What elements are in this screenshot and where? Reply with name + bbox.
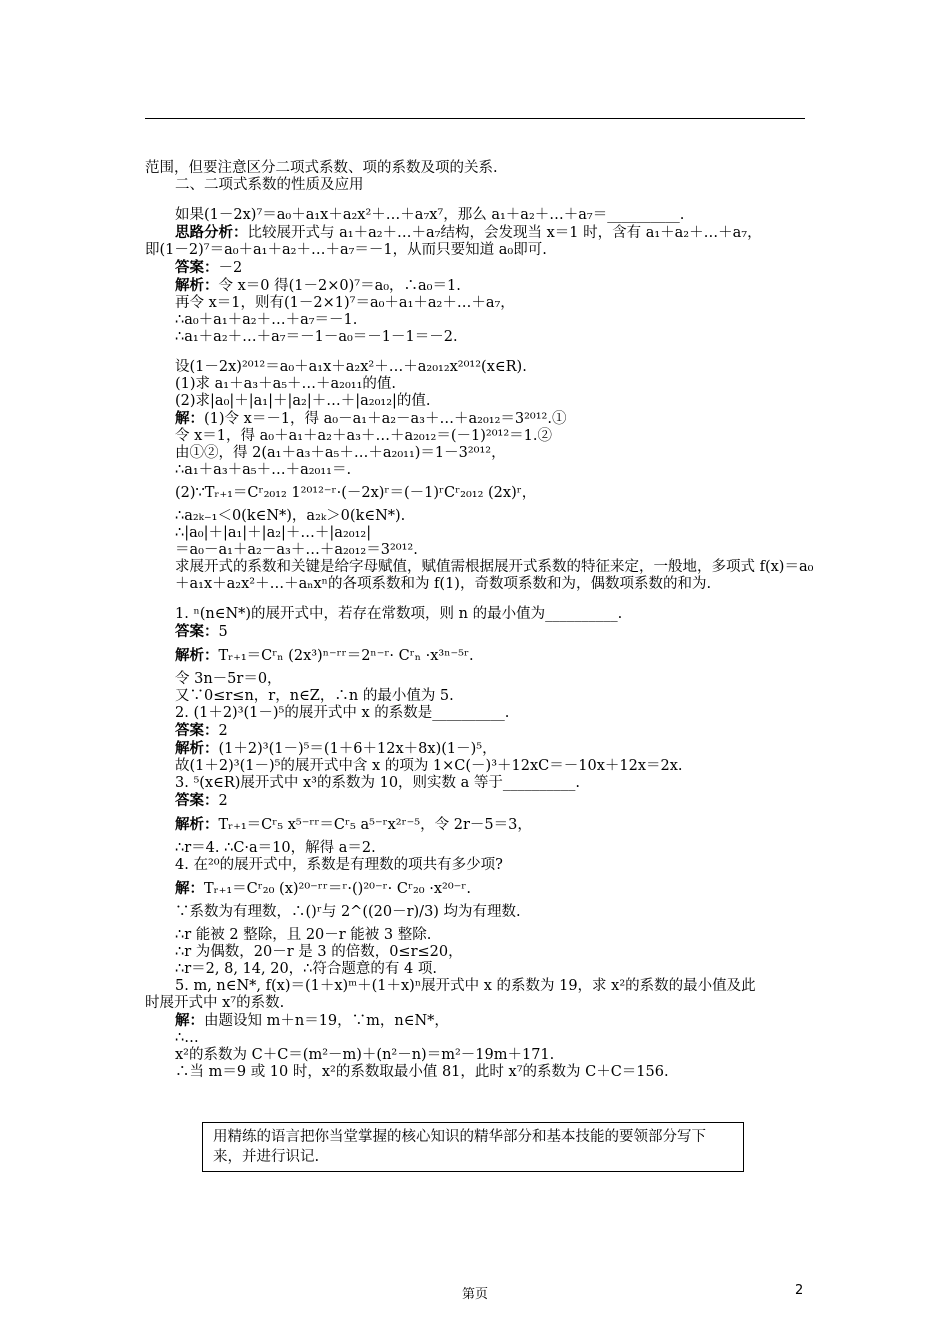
practice-5-step: ∴… [175,1030,199,1046]
solution-label: 解析： [175,647,219,664]
practice-1-question: 1. ⁿ(n∈N*)的展开式中，若存在常数项，则 n 的最小值为__________. [175,606,623,622]
practice-5-question-cont: 时展开式中 x⁷的系数. [145,995,285,1011]
practice-4-solution: 解：Tᵣ₊₁＝Cʳ₂₀ (x)²⁰⁻ʳʳ＝ʳ·()²⁰⁻ʳ· Cʳ₂₀ ·x²⁰⁻ʳ. [175,880,471,897]
solution-label: 解： [175,880,204,897]
solution-label: 解： [175,410,204,427]
practice-5-solution: 解：由题设知 m＋n＝19，∵m，n∈N*， [175,1012,449,1029]
summary-box: 用精练的语言把你当堂掌握的核心知识的精华部分和基本技能的要领部分写下来，并进行识记. [202,1122,744,1172]
example-1-analysis-cont: 即(1－2)⁷＝a₀＋a₁＋a₂＋…＋a₇＝－1，从而只要知道 a₀即可. [145,242,547,258]
example-1-answer: 答案：－2 [175,259,243,276]
method-note: 求展开式的系数和关键是给字母赋值，赋值需根据展开式系数的特征来定，一般地，多项式 f(x)＝a₀＋a₁x＋a₂x²＋…＋aₙxⁿ的各项系数和为 f(1)，奇数项系数和为，偶数项系数的和为. [175,559,814,592]
practice-3-solution: 解析：Tᵣ₊₁＝Cʳ₅ x⁵⁻ʳʳ＝Cʳ₅ a⁵⁻ʳx²ʳ⁻⁵，令 2r－5＝3， [175,816,532,833]
practice-2-step: 故(1＋2)³(1－)⁵的展开式中含 x 的项为 1×C(－)³＋12xC＝－10x＋12x＝2x. [175,758,683,774]
example-1-step: 再令 x＝1，则有(1－2×1)⁷＝a₀＋a₁＋a₂＋…＋a₇， [175,295,515,311]
footer-page-label: 第页 [461,1287,488,1302]
example-2-solution: 解：(1)令 x＝－1，得 a₀－a₁＋a₂－a₃＋…＋a₂₀₁₂＝3²⁰¹².① [175,410,567,427]
example-1-solution: 解析：令 x＝0 得(1－2×0)⁷＝a₀，∴a₀＝1. [175,277,461,294]
practice-4-step: ∴r＝2, 8, 14, 20，∴符合题意的有 4 项. [175,961,437,977]
practice-4-step: ∴r 为偶数，20－r 是 3 的倍数，0≤r≤20， [175,944,463,960]
practice-4-step: ∵系数为有理数，∴()ʳ与 2^((20－r)/3) 均为有理数. [175,904,521,920]
practice-3-answer: 答案：2 [175,792,228,809]
practice-1-answer: 答案：5 [175,623,228,640]
example-1-question: 如果(1－2x)⁷＝a₀＋a₁x＋a₂x²＋…＋a₇x⁷，那么 a₁＋a₂＋…＋a₇＝__________. [175,207,685,223]
practice-4-question: 4. 在²⁰的展开式中，系数是有理数的项共有多少项? [175,857,503,873]
document-body [145,160,815,1081]
solution-label: 解析： [175,740,219,757]
practice-2-answer: 答案：2 [175,722,228,739]
section-heading: 二、二项式系数的性质及应用 [175,177,364,193]
practice-1-step: 又∵0≤r≤n，r，n∈Z，∴n 的最小值为 5. [175,688,454,704]
example-1-step: ∴a₁＋a₂＋…＋a₇＝－1－a₀＝－1－1＝－2. [175,329,458,345]
answer-label: 答案： [175,792,219,809]
example-2-step: 由①②，得 2(a₁＋a₃＋a₅＋…＋a₂₀₁₁)＝1－3²⁰¹²， [175,445,506,461]
example-2-step: ∴a₁＋a₃＋a₅＋…＋a₂₀₁₁＝. [175,462,352,478]
practice-4-step: ∴r 能被 2 整除，且 20－r 能被 3 整除. [175,927,432,943]
solution-label: 解析： [175,816,219,833]
example-2-step: ∴|a₀|＋|a₁|＋|a₂|＋…＋|a₂₀₁₂| [175,525,372,541]
practice-1-solution: 解析：Tᵣ₊₁＝Cʳₙ (2x³)ⁿ⁻ʳʳ＝2ⁿ⁻ʳ· Cʳₙ ·x³ⁿ⁻⁵ʳ. [175,647,474,664]
example-2-step: ＝a₀－a₁＋a₂－a₃＋…＋a₂₀₁₂＝3²⁰¹². [175,542,418,558]
example-2-step: (2)∵Tᵣ₊₁＝Cʳ₂₀₁₂ 1²⁰¹²⁻ʳ·(－2x)ʳ＝(－1)ʳCʳ₂₀₁₂ (2x)ʳ， [175,485,537,501]
example-1-analysis: 思路分析：比较展开式与 a₁＋a₂＋…＋a₇结构，会发现当 x＝1 时，含有 a₁＋a₂＋…＋a₇， [175,224,762,241]
example-2-part-2: (2)求|a₀|＋|a₁|＋|a₂|＋…＋|a₂₀₁₂|的值. [175,393,431,409]
practice-5-step: ∴当 m＝9 或 10 时，x²的系数取最小值 81，此时 x⁷的系数为 C＋C＝156. [175,1064,669,1080]
practice-1-step: 令 3n－5r＝0， [175,671,282,687]
practice-5-question: 5. m, n∈N*, f(x)＝(1＋x)ᵐ＋(1＋x)ⁿ展开式中 x 的系数为 19，求 x²的系数的最小值及此 [175,978,756,994]
example-2-step: 令 x＝1，得 a₀＋a₁＋a₂＋a₃＋…＋a₂₀₁₂＝(－1)²⁰¹²＝1.② [175,428,552,444]
solution-label: 解析： [175,277,219,294]
practice-3-step: ∴r＝4. ∴C·a＝10，解得 a＝2. [175,840,376,856]
answer-label: 答案： [175,722,219,739]
footer-page-number: 2 [795,1283,804,1298]
intro-line: 范围，但要注意区分二项式系数、项的系数及项的关系. [145,160,498,176]
example-2-question: 设(1－2x)²⁰¹²＝a₀＋a₁x＋a₂x²＋…＋a₂₀₁₂x²⁰¹²(x∈R). [175,359,527,375]
analysis-label: 思路分析： [175,224,248,241]
practice-3-question: 3. ⁵(x∈R)展开式中 x³的系数为 10，则实数 a 等于__________. [175,775,581,791]
practice-2-solution: 解析：(1＋2)³(1－)⁵＝(1＋6＋12x＋8x)(1－)⁵， [175,740,497,757]
solution-label: 解： [175,1012,204,1029]
practice-5-step: x²的系数为 C＋C＝(m²－m)＋(n²－n)＝m²－19m＋171. [175,1047,555,1063]
answer-label: 答案： [175,259,219,276]
example-2-part-1: (1)求 a₁＋a₃＋a₅＋…＋a₂₀₁₁的值. [175,376,397,392]
example-2-step: ∴a₂ₖ₋₁＜0(k∈N*)，a₂ₖ＞0(k∈N*). [175,508,406,524]
answer-label: 答案： [175,623,219,640]
example-1-step: ∴a₀＋a₁＋a₂＋…＋a₇＝－1. [175,312,358,328]
practice-2-question: 2. (1＋2)³(1－)⁵的展开式中 x 的系数是__________. [175,705,510,721]
header-rule [145,118,805,119]
